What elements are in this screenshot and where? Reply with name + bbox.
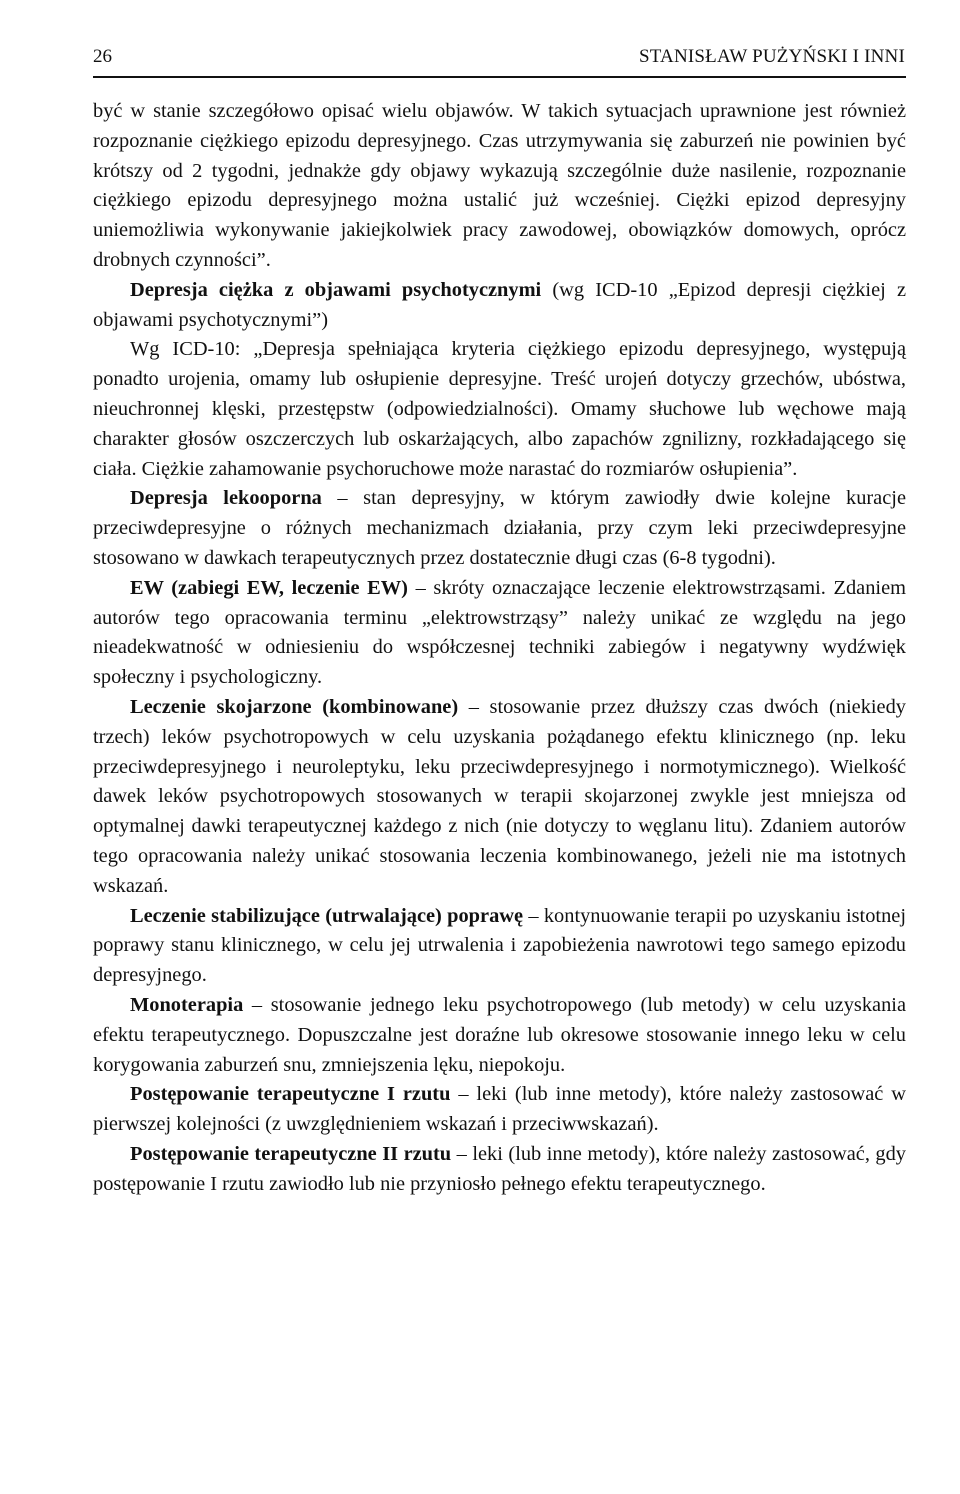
definition-ew <box>93 574 906 693</box>
definition-psychotic-depression <box>93 276 906 336</box>
paragraph-continuation <box>93 97 906 276</box>
paragraph-icd10-quote <box>93 335 906 484</box>
definition-combined-treatment <box>93 693 906 902</box>
page-number: 26 <box>93 46 112 67</box>
page-body <box>93 97 906 1199</box>
definition-text: – stosowanie przez dłuższy czas dwóch (niekiedy trzech) leków psychotropowych w celu uzyskania pożądanego efektu klinicznego (np. leku przeciwdepresyjnego i neuroleptyku, leku przeciwdepresyjnego i normotymicznego). Wielkość dawek leków psychotropowych stosowanych w terapii skojarzonej zwykle jest mniejsza od optymalnej dawki terapeutycznej każdego z nich (nie dotyczy to węglanu litu). Zdaniem autorów tego opracowania należy unikać stosowania leczenia kombinowanego, jeżeli nie ma istotnych wskazań. <box>93 695 906 897</box>
definition-term: Monoterapia <box>130 993 244 1016</box>
definition-monotherapy <box>93 991 906 1080</box>
definition-term: Depresja lekooporna <box>130 487 322 510</box>
definition-text: – skróty oznaczające leczenie elektrowstrząsami. Zdaniem autorów tego opracowania terminu „elektrowstrząsy” należy unikać ze względu na jego nieadekwatność w odniesieniu do współczesnej techniki zabiegów i negatywny wydźwięk społeczny i psychologiczny. <box>93 576 906 689</box>
definition-treatment-resistant-depression <box>93 484 906 573</box>
paragraph-text: Wg ICD-10: „Depresja spełniająca kryteria ciężkiego epizodu depresyjnego, występują ponadto urojenia, omamy lub osłupienie depresyjne. Treść urojeń dotyczy grzechów, ubóstwa, nieuchronnej klęski, przestępstw (odpowiedzialności). Omamy słuchowe lub węchowe mają charakter głosów oszczerczych lub oskarżających, albo zapachów zgnilizny, rozkładającego się ciała. Ciężkie zahamowanie psychoruchowe może narastać do rozmiarów osłupienia”. <box>93 338 906 480</box>
definition-term: Postępowanie terapeutyczne I rzutu <box>130 1083 451 1106</box>
definition-term: EW (zabiegi EW, leczenie EW) <box>130 576 408 599</box>
page-header <box>93 46 905 74</box>
running-title: STANISŁAW PUŻYŃSKI I INNI <box>638 46 905 67</box>
definition-term: Postępowanie terapeutyczne II rzutu <box>130 1142 452 1165</box>
definition-term: Leczenie skojarzone (kombinowane) <box>130 695 459 718</box>
definition-text: – stosowanie jednego leku psychotropowego (lub metody) w celu uzyskania efektu terapeutycznego. Dopuszczalne jest doraźne lub okresowe stosowanie innego leku w celu korygowania zaburzeń snu, zmniejszenia lęku, niepokoju. <box>93 993 906 1076</box>
header-rule <box>93 76 906 78</box>
definition-term: Leczenie stabilizujące (utrwalające) poprawę <box>130 904 524 927</box>
definition-second-line-treatment <box>93 1140 906 1200</box>
definition-first-line-treatment <box>93 1080 906 1140</box>
paragraph-text: być w stanie szczegółowo opisać wielu objawów. W takich sytuacjach uprawnione jest również rozpoznanie ciężkiego epizodu depresyjnego. Czas utrzymywania się zaburzeń nie powinien być krótszy od 2 tygodni, jednakże gdy objawy wykazują szczególnie duże nasilenie, rozpoznanie ciężkiego epizodu depresyjnego można ustalić już wcześniej. Ciężki epizod depresyjny uniemożliwia wykonywanie jakiejkolwiek pracy zawodowej, obowiązków domowych, oprócz drobnych czynności”. <box>93 100 906 271</box>
definition-stabilizing-treatment <box>93 902 906 991</box>
definition-term: Depresja ciężka z objawami psychotycznymi <box>130 278 542 301</box>
definition-text: – kontynuowanie terapii po uzyskaniu istotnej poprawy stanu klinicznego, w celu jej utrwalenia i zapobieżenia nawrotowi tego samego epizodu depresyjnego. <box>93 904 906 987</box>
definition-text: – leki (lub inne metody), które należy zastosować, gdy postępowanie I rzutu zawiodło lub nie przyniosło pełnego efektu terapeutycznego. <box>93 1142 906 1195</box>
definition-text: (wg ICD-10 „Epizod depresji ciężkiej z objawami psychotycznymi”) <box>93 278 906 331</box>
definition-text: – stan depresyjny, w którym zawiodły dwie kolejne kuracje przeciwdepresyjne o różnych mechanizmach działania, przy czym leki przeciwdepresyjne stosowano w dawkach terapeutycznych przez dostatecznie długi czas (6-8 tygodni). <box>93 487 906 569</box>
definition-text: – leki (lub inne metody), które należy zastosować w pierwszej kolejności (z uwzględnieniem wskazań i przeciwwskazań). <box>93 1083 906 1136</box>
